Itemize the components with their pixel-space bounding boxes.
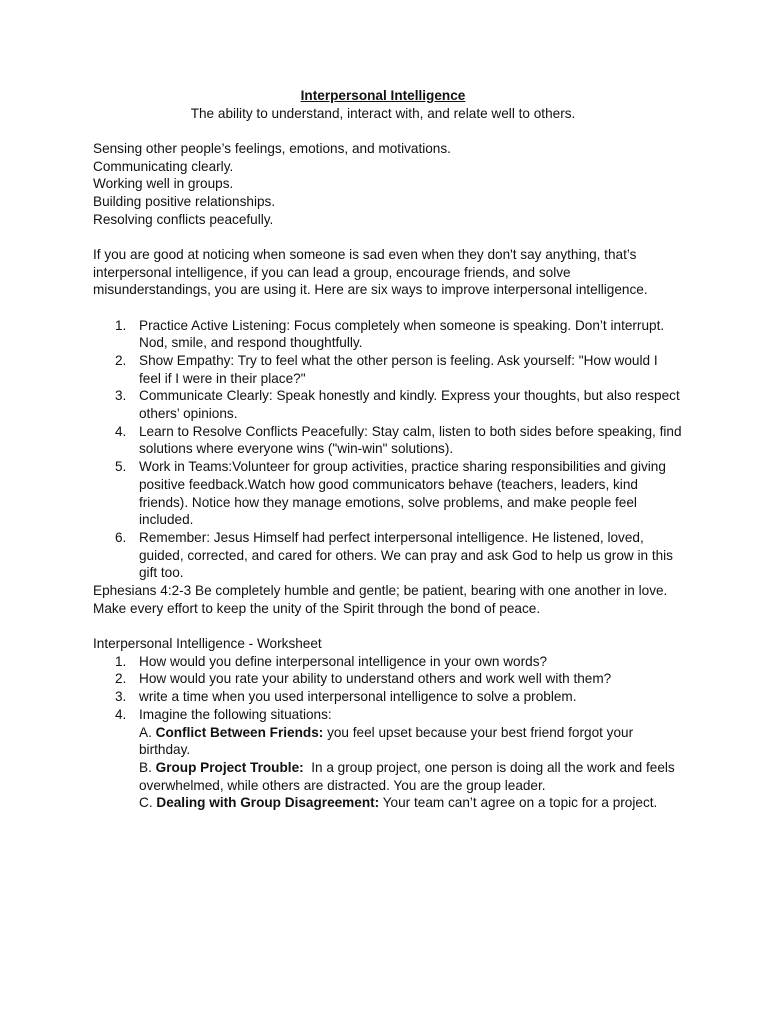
question-number: 3. <box>115 689 127 705</box>
situation-letter: C. <box>139 795 153 811</box>
way-number: 5. <box>115 459 127 475</box>
question-text: How would you define interpersonal intelligence in your own words? <box>139 653 548 669</box>
way-number: 4. <box>115 423 127 439</box>
question-number: 1. <box>115 653 127 669</box>
way-item <box>93 458 683 529</box>
document-subtitle: The ability to understand, interact with, and relate well to others. <box>190 105 576 121</box>
situation-item <box>139 794 683 812</box>
way-text: Learn to Resolve Conflicts Peacefully: Stay calm, listen to both sides before speaking, find solutions where everyone wins ("win-win" solutions). <box>139 423 682 457</box>
question-item <box>93 670 683 688</box>
way-text: Communicate Clearly: Speak honestly and kindly. Express your thoughts, but also respect others’ opinions. <box>139 388 680 422</box>
way-number: 1. <box>115 317 127 333</box>
situation-item <box>139 724 683 759</box>
way-number: 6. <box>115 529 127 545</box>
skill-item: Resolving conflicts peacefully. <box>93 211 274 227</box>
intro-paragraph: If you are good at noticing when someone is sad even when they don't say anything, that’s interpersonal intelligence, if you can lead a group, encourage friends, and solve misunderstandings, you are using it. Here are six ways to improve interpersonal intelligence. <box>93 246 648 298</box>
way-text: Remember: Jesus Himself had perfect interpersonal intelligence. He listened, loved, guided, corrected, and cared for others. We can pray and ask God to help us grow in this gift too. <box>139 529 673 581</box>
situation-text: In a group project, one person is doing all the work and feels overwhelmed, while others are distracted. You are the group leader. <box>139 759 675 793</box>
situation-letter: A. <box>139 724 152 740</box>
way-item <box>93 423 683 458</box>
situation-heading: Group Project Trouble: <box>155 759 304 775</box>
way-text: Show Empathy: Try to feel what the other person is feeling. Ask yourself: "How would I feel if I were in their place?" <box>139 352 658 386</box>
bible-verse: Ephesians 4:2-3 Be completely humble and gentle; be patient, bearing with one another in love. Make every effort to keep the unity of the Spirit through the bond of peace. <box>93 583 668 616</box>
way-item <box>93 529 683 582</box>
worksheet-questions <box>93 653 683 812</box>
way-number: 2. <box>115 352 127 368</box>
way-item <box>93 387 683 422</box>
situation-letter: B. <box>139 759 152 775</box>
document-content <box>93 87 683 812</box>
situation-text: you feel upset because your best friend forgot your birthday. <box>139 724 634 758</box>
document-title: Interpersonal Intelligence <box>300 88 466 103</box>
situation-heading: Dealing with Group Disagreement: <box>156 795 380 811</box>
skill-item: Sensing other people’s feelings, emotions, and motivations. <box>93 140 451 156</box>
way-item <box>93 317 683 352</box>
question-number: 2. <box>115 671 127 687</box>
way-text: Practice Active Listening: Focus completely when someone is speaking. Don’t interrupt. Nod, smile, and respond thoughtfully. <box>139 317 665 351</box>
question-text: How would you rate your ability to understand others and work well with them? <box>139 671 612 687</box>
question-text: write a time when you used interpersonal intelligence to solve a problem. <box>139 689 577 705</box>
situation-text: Your team can’t agree on a topic for a project. <box>382 795 658 811</box>
way-number: 3. <box>115 388 127 404</box>
worksheet-title: Interpersonal Intelligence - Worksheet <box>93 635 322 651</box>
ways-list <box>93 317 683 583</box>
way-item <box>93 352 683 387</box>
question-item <box>93 653 683 671</box>
question-number: 4. <box>115 706 127 722</box>
skill-item: Communicating clearly. <box>93 158 234 174</box>
question-text: Imagine the following situations: <box>139 706 332 722</box>
situation-heading: Conflict Between Friends: <box>155 724 324 740</box>
situation-item <box>139 759 683 794</box>
question-item <box>93 688 683 706</box>
skills-list <box>93 140 683 229</box>
skill-item: Working well in groups. <box>93 176 234 192</box>
way-text: Work in Teams:Volunteer for group activities, practice sharing responsibilities and giving positive feedback.Watch how good communicators behave (teachers, leaders, kind friends). Notice how they manage emotions, solve problems, and make people feel included. <box>139 459 666 528</box>
skill-item: Building positive relationships. <box>93 194 276 210</box>
question-item <box>93 706 683 812</box>
